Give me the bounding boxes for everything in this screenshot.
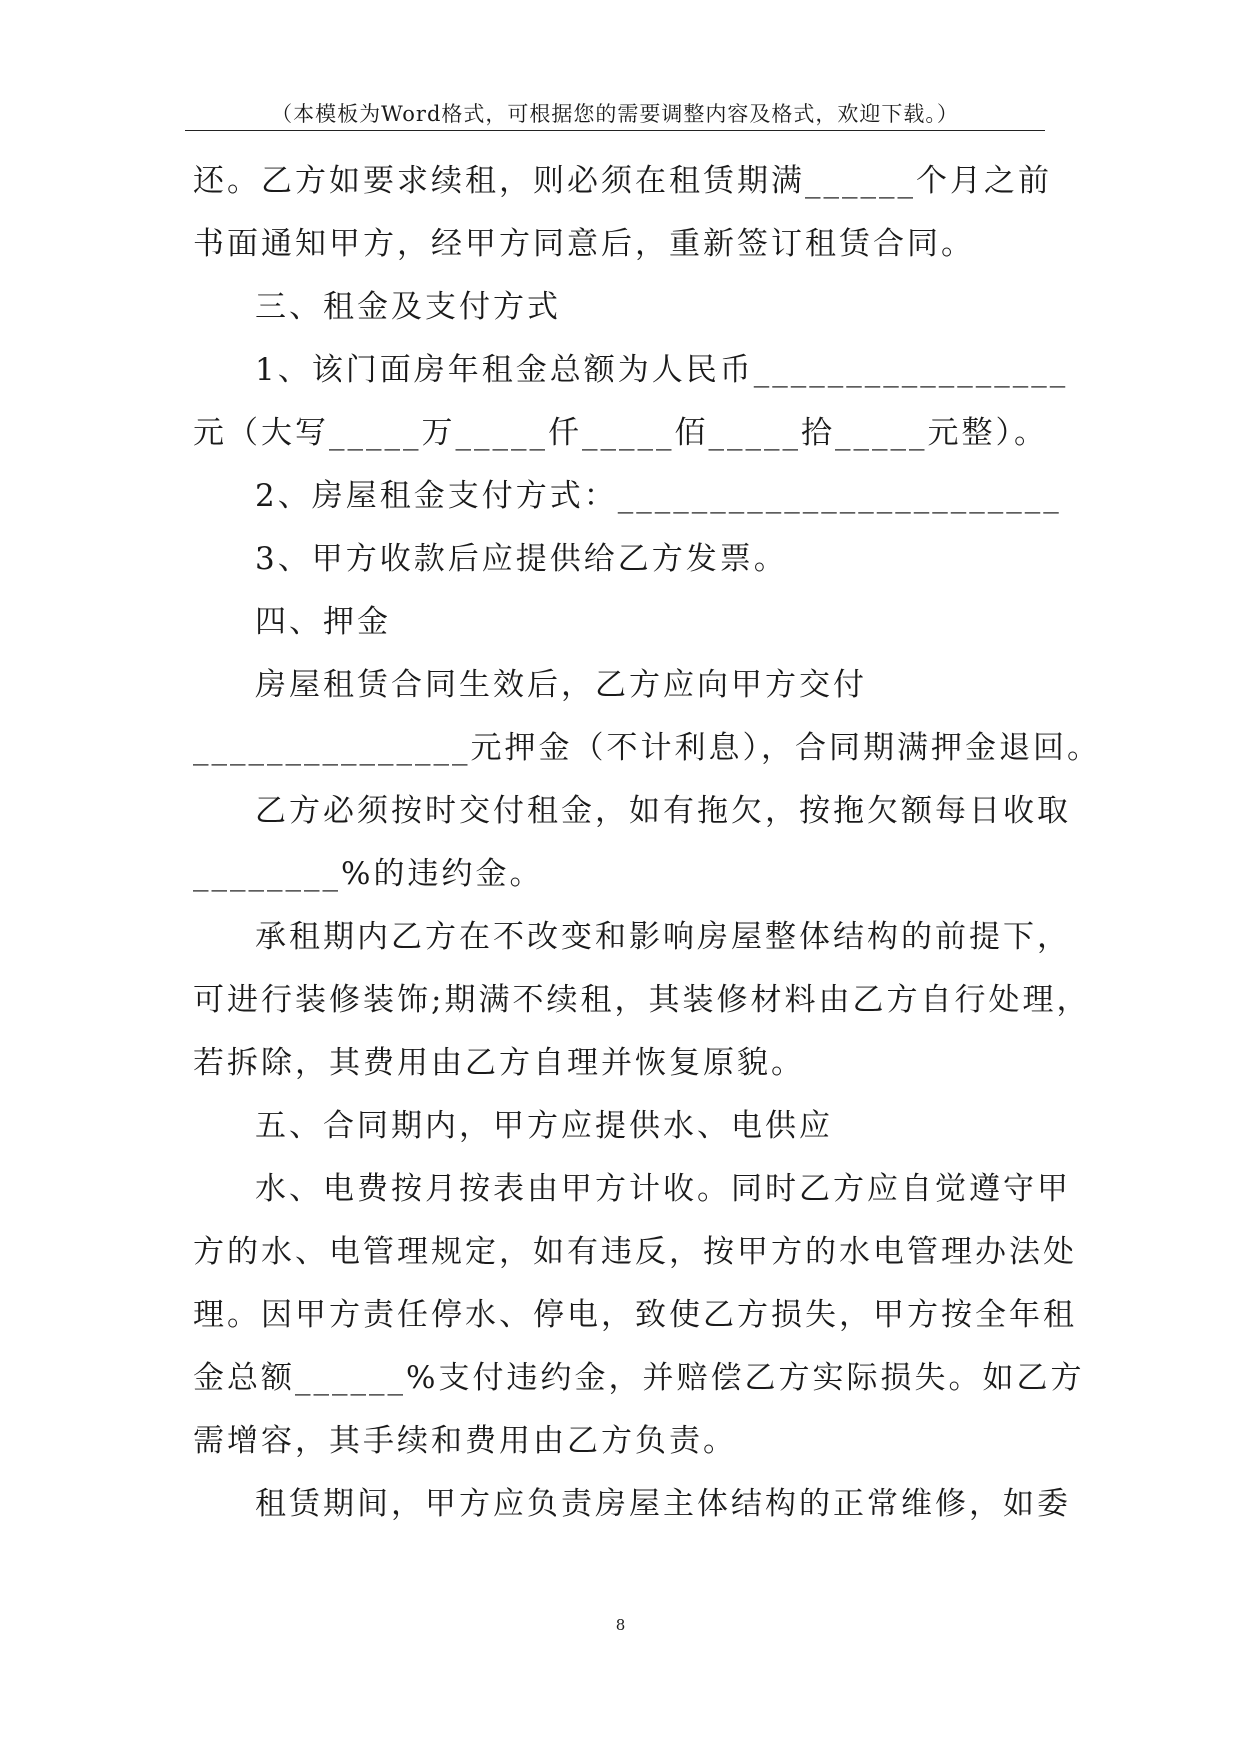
body-line: 理。因甲方责任停水、停电，致使乙方损失，甲方按全年租 bbox=[193, 1297, 1077, 1333]
header-note: （本模板为Word格式，可根据您的需要调整内容及格式，欢迎下载。） bbox=[271, 102, 959, 126]
body-line: 租赁期间，甲方应负责房屋主体结构的正常维修，如委 bbox=[255, 1486, 1071, 1522]
body-line: 房屋租赁合同生效后，乙方应向甲方交付 bbox=[255, 667, 867, 703]
body-line: _______________元押金（不计利息），合同期满押金退回。 bbox=[193, 730, 1101, 766]
body-line: 金总额______%支付违约金，并赔偿乙方实际损失。如乙方 bbox=[193, 1360, 1085, 1396]
section-heading: 四、押金 bbox=[255, 604, 391, 640]
body-line: 需增容，其手续和费用由乙方负责。 bbox=[193, 1423, 737, 1459]
body-line: 若拆除，其费用由乙方自理并恢复原貌。 bbox=[193, 1045, 805, 1081]
body-line: 承租期内乙方在不改变和影响房屋整体结构的前提下， bbox=[255, 919, 1071, 955]
body-line: ________%的违约金。 bbox=[193, 856, 544, 892]
body-line: 还。乙方如要求续租，则必须在租赁期满______个月之前 bbox=[193, 163, 1052, 199]
body-line: 书面通知甲方，经甲方同意后，重新签订租赁合同。 bbox=[193, 226, 975, 262]
document-body bbox=[193, 150, 1101, 1536]
section-heading: 五、合同期内，甲方应提供水、电供应 bbox=[255, 1108, 833, 1144]
section-heading: 三、租金及支付方式 bbox=[255, 289, 561, 325]
body-line: 水、电费按月按表由甲方计收。同时乙方应自觉遵守甲 bbox=[255, 1171, 1071, 1207]
page-number: 8 bbox=[615, 1616, 626, 1634]
header-divider bbox=[185, 130, 1045, 131]
body-line: 方的水、电管理规定，如有违反，按甲方的水电管理办法处 bbox=[193, 1234, 1077, 1270]
body-line: 2、房屋租金支付方式：________________________ bbox=[255, 478, 1062, 514]
body-line: 元（大写_____万_____仟_____佰_____拾_____元整）。 bbox=[193, 415, 1048, 451]
body-line: 可进行装修装饰;期满不续租，其装修材料由乙方自行处理， bbox=[193, 982, 1091, 1018]
body-line: 乙方必须按时交付租金，如有拖欠，按拖欠额每日收取 bbox=[255, 793, 1071, 829]
body-line: 3、甲方收款后应提供给乙方发票。 bbox=[255, 541, 788, 577]
body-line: 1、该门面房年租金总额为人民币_________________ bbox=[255, 352, 1069, 388]
